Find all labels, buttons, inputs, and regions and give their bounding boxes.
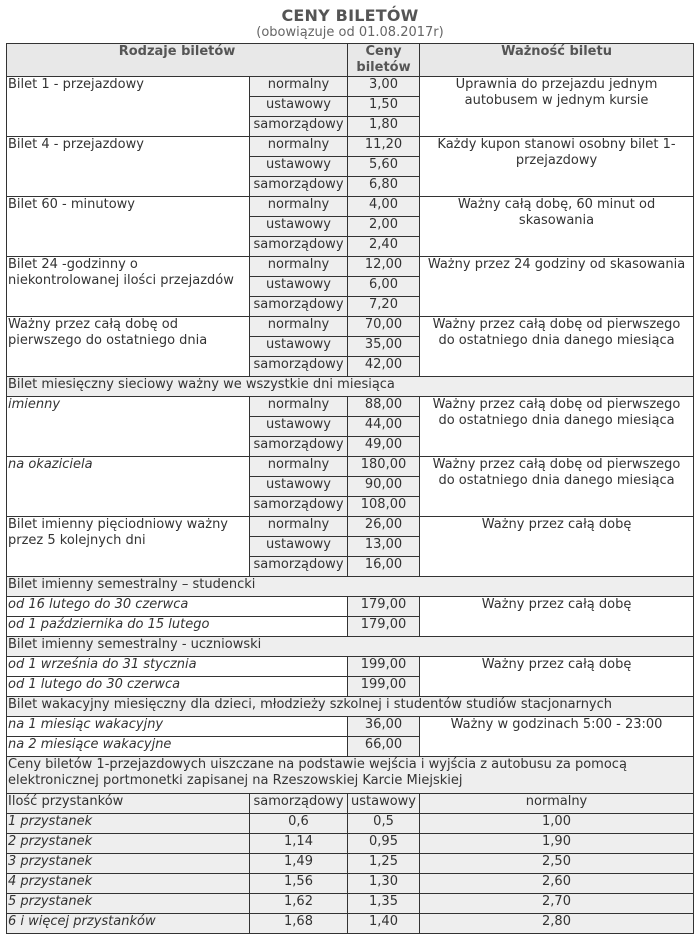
ticket-price: 6,00: [348, 277, 420, 297]
ticket-name: Bilet 1 - przejazdowy: [7, 77, 250, 137]
header-types: Rodzaje biletów: [7, 44, 348, 77]
period-label: na 1 miesiąc wakacyjny: [7, 717, 348, 737]
ticket-price: 44,00: [348, 417, 420, 437]
period-price: 179,00: [348, 617, 420, 637]
wallet-row: [7, 914, 694, 934]
ticket-kind: normalny: [250, 517, 348, 537]
ticket-kind: ustawowy: [250, 157, 348, 177]
wallet-normal: 1,90: [420, 834, 694, 854]
ticket-price: 6,80: [348, 177, 420, 197]
ticket-name: na okaziciela: [7, 457, 250, 517]
ticket-price: 2,00: [348, 217, 420, 237]
ticket-validity: Ważny przez całą dobę od pierwszego do ostatniego dnia danego miesiąca: [420, 317, 694, 377]
page-title: CENY BILETÓW: [281, 6, 419, 25]
ticket-kind: samorządowy: [250, 557, 348, 577]
period-price: 66,00: [348, 737, 420, 757]
wallet-col-local: samorządowy: [250, 794, 348, 814]
wallet-col-reduced: ustawowy: [348, 794, 420, 814]
period-row: [7, 717, 694, 737]
wallet-local: 0,6: [250, 814, 348, 834]
ticket-name: Bilet 60 - minutowy: [7, 197, 250, 257]
ticket-validity: Ważny przez całą dobę: [420, 517, 694, 577]
period-validity: Ważny przez całą dobę: [420, 657, 694, 697]
wallet-stops: 5 przystanek: [7, 894, 250, 914]
wallet-local: 1,49: [250, 854, 348, 874]
wallet-stops: 4 przystanek: [7, 874, 250, 894]
period-label: od 1 lutego do 30 czerwca: [7, 677, 348, 697]
ticket-kind: samorządowy: [250, 117, 348, 137]
period-validity: Ważny w godzinach 5:00 - 23:00: [420, 717, 694, 757]
period-row: [7, 657, 694, 677]
ticket-price: 26,00: [348, 517, 420, 537]
period-price: 199,00: [348, 657, 420, 677]
ticket-name: imienny: [7, 397, 250, 457]
ticket-price: 4,00: [348, 197, 420, 217]
ticket-row: [7, 317, 694, 337]
ticket-price: 7,20: [348, 297, 420, 317]
ticket-kind: samorządowy: [250, 297, 348, 317]
wallet-local: 1,68: [250, 914, 348, 934]
ticket-price: 70,00: [348, 317, 420, 337]
ticket-kind: samorządowy: [250, 357, 348, 377]
section-row: [7, 697, 694, 717]
section-header: Bilet wakacyjny miesięczny dla dzieci, młodzieży szkolnej i studentów studiów stacjonarnych: [7, 697, 694, 717]
ticket-kind: samorządowy: [250, 497, 348, 517]
ticket-row: [7, 517, 694, 537]
ticket-price: 5,60: [348, 157, 420, 177]
table-header-row: [7, 44, 694, 77]
wallet-normal: 2,50: [420, 854, 694, 874]
ticket-validity: Uprawnia do przejazdu jednym autobusem w jednym kursie: [420, 77, 694, 137]
ticket-kind: samorządowy: [250, 437, 348, 457]
ticket-price: 108,00: [348, 497, 420, 517]
period-label: od 1 września do 31 stycznia: [7, 657, 348, 677]
ticket-price: 12,00: [348, 257, 420, 277]
ticket-price: 13,00: [348, 537, 420, 557]
ticket-validity: Ważny przez 24 godziny od skasowania: [420, 257, 694, 317]
wallet-reduced: 1,30: [348, 874, 420, 894]
section-row: [7, 377, 694, 397]
ticket-price: 49,00: [348, 437, 420, 457]
wallet-normal: 2,60: [420, 874, 694, 894]
ticket-kind: ustawowy: [250, 477, 348, 497]
ticket-kind: normalny: [250, 397, 348, 417]
ticket-name: Bilet imienny pięciodniowy ważny przez 5 kolejnych dni: [7, 517, 250, 577]
section-row: [7, 577, 694, 597]
wallet-local: 1,56: [250, 874, 348, 894]
ticket-row: [7, 197, 694, 217]
ticket-price: 3,00: [348, 77, 420, 97]
ticket-row: [7, 77, 694, 97]
wallet-row: [7, 874, 694, 894]
ticket-kind: ustawowy: [250, 537, 348, 557]
section-header: Bilet imienny semestralny – studencki: [7, 577, 694, 597]
ticket-row: [7, 257, 694, 277]
ticket-validity: Ważny całą dobę, 60 minut od skasowania: [420, 197, 694, 257]
period-label: na 2 miesiące wakacyjne: [7, 737, 348, 757]
ticket-kind: normalny: [250, 457, 348, 477]
ticket-price: 2,40: [348, 237, 420, 257]
section-header: Bilet miesięczny sieciowy ważny we wszystkie dni miesiąca: [7, 377, 694, 397]
header-validity: Ważność biletu: [420, 44, 694, 77]
ticket-row: [7, 457, 694, 477]
wallet-reduced: 0,5: [348, 814, 420, 834]
ticket-kind: ustawowy: [250, 417, 348, 437]
period-price: 199,00: [348, 677, 420, 697]
wallet-reduced: 1,40: [348, 914, 420, 934]
ticket-price: 1,80: [348, 117, 420, 137]
ticket-price: 42,00: [348, 357, 420, 377]
period-price: 179,00: [348, 597, 420, 617]
wallet-row: [7, 814, 694, 834]
period-validity: Ważny przez całą dobę: [420, 597, 694, 637]
ticket-name: Ważny przez całą dobę od pierwszego do ostatniego dnia: [7, 317, 250, 377]
wallet-note-row: [7, 757, 694, 794]
ticket-price: 1,50: [348, 97, 420, 117]
ticket-validity: Ważny przez całą dobę od pierwszego do ostatniego dnia danego miesiąca: [420, 397, 694, 457]
wallet-reduced: 1,35: [348, 894, 420, 914]
wallet-col-normal: normalny: [420, 794, 694, 814]
wallet-row: [7, 894, 694, 914]
ticket-price: 11,20: [348, 137, 420, 157]
wallet-local: 1,62: [250, 894, 348, 914]
ticket-kind: ustawowy: [250, 217, 348, 237]
period-price: 36,00: [348, 717, 420, 737]
ticket-kind: normalny: [250, 77, 348, 97]
wallet-local: 1,14: [250, 834, 348, 854]
ticket-kind: ustawowy: [250, 97, 348, 117]
ticket-price: 35,00: [348, 337, 420, 357]
period-row: [7, 597, 694, 617]
ticket-kind: normalny: [250, 257, 348, 277]
ticket-name: Bilet 24 -godzinny o niekontrolowanej ilości przejazdów: [7, 257, 250, 317]
wallet-normal: 1,00: [420, 814, 694, 834]
page-subtitle: (obowiązuje od 01.08.2017r): [256, 25, 444, 40]
ticket-kind: ustawowy: [250, 277, 348, 297]
header-prices: Ceny biletów: [348, 44, 420, 77]
ticket-kind: samorządowy: [250, 177, 348, 197]
wallet-normal: 2,70: [420, 894, 694, 914]
wallet-stops: 3 przystanek: [7, 854, 250, 874]
wallet-stops: 1 przystanek: [7, 814, 250, 834]
wallet-note: Ceny biletów 1-przejazdowych uiszczane na podstawie wejścia i wyjścia z autobusu za pomocą elektronicznej portmonetki zapisanej na Rzeszowskiej Karcie Miejskiej: [7, 757, 694, 794]
wallet-row: [7, 834, 694, 854]
ticket-kind: samorządowy: [250, 237, 348, 257]
ticket-price: 88,00: [348, 397, 420, 417]
ticket-name: Bilet 4 - przejazdowy: [7, 137, 250, 197]
ticket-price: 180,00: [348, 457, 420, 477]
ticket-kind: ustawowy: [250, 337, 348, 357]
period-label: od 16 lutego do 30 czerwca: [7, 597, 348, 617]
section-header: Bilet imienny semestralny - uczniowski: [7, 637, 694, 657]
ticket-kind: normalny: [250, 317, 348, 337]
wallet-reduced: 1,25: [348, 854, 420, 874]
ticket-row: [7, 397, 694, 417]
ticket-validity: Ważny przez całą dobę od pierwszego do ostatniego dnia danego miesiąca: [420, 457, 694, 517]
wallet-normal: 2,80: [420, 914, 694, 934]
ticket-price: 90,00: [348, 477, 420, 497]
ticket-row: [7, 137, 694, 157]
wallet-row: [7, 854, 694, 874]
ticket-price: 16,00: [348, 557, 420, 577]
wallet-stops: 2 przystanek: [7, 834, 250, 854]
ticket-kind: normalny: [250, 137, 348, 157]
section-row: [7, 637, 694, 657]
wallet-header-row: [7, 794, 694, 814]
price-table: [6, 43, 694, 934]
ticket-kind: normalny: [250, 197, 348, 217]
period-label: od 1 października do 15 lutego: [7, 617, 348, 637]
wallet-stops: 6 i więcej przystanków: [7, 914, 250, 934]
wallet-reduced: 0,95: [348, 834, 420, 854]
ticket-validity: Każdy kupon stanowi osobny bilet 1-przejazdowy: [420, 137, 694, 197]
wallet-col-stops: Ilość przystanków: [7, 794, 250, 814]
